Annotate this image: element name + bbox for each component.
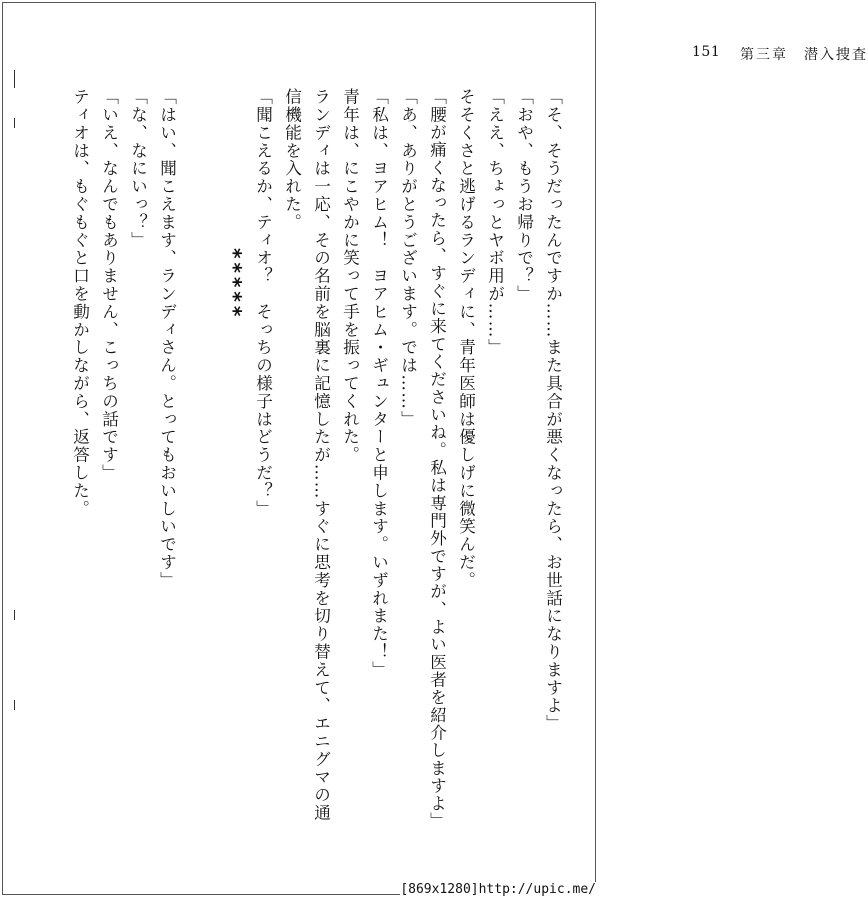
text-column: 「いえ、なんでもありません、こっちの話です」 xyxy=(99,88,119,482)
text-column: 「腰が痛くなったら、すぐに来てくださいね。私は専門外ですが、よい医者を紹介しますよ」 xyxy=(427,88,447,830)
text-column: ティオは、もぐもぐと口を動かしながら、返答した。 xyxy=(70,88,90,518)
margin-rule xyxy=(14,70,15,88)
text-column: 「聞こえるか、ティオ？ そっちの様子はどうだ？」 xyxy=(253,88,273,518)
scene-separator: ***** xyxy=(222,248,246,321)
text-column: そそくさと逃げるランディに、青年医師は優しげに微笑んだ。 xyxy=(456,88,476,590)
text-column: 青年は、にこやかに笑って手を振ってくれた。 xyxy=(340,88,360,464)
text-column: 「おや、もうお帰りで？」 xyxy=(514,88,534,303)
text-column: 「はい、聞こえます、ランディさん。とってもおいしいです」 xyxy=(157,88,177,590)
margin-rule xyxy=(14,700,15,710)
text-column: 「そ、そうだったんですか……また具合が悪くなったら、お世話になりますよ」 xyxy=(543,88,563,733)
margin-rule xyxy=(14,118,15,128)
text-column: 「あ、ありがとうございます。では……」 xyxy=(398,88,418,429)
chapter-title: 第三章 潜入捜査 xyxy=(740,47,868,63)
margin-rule xyxy=(14,610,15,620)
page-number: 151 xyxy=(692,44,721,60)
text-column: 「な、なにいっ？」 xyxy=(128,88,148,250)
text-column: 信機能を入れた。 xyxy=(282,88,302,232)
text-column: 「私は、ヨアヒム！ ヨアヒム・ギュンターと申します。いずれまた！」 xyxy=(369,88,389,679)
watermark-text: [869x1280]http://upic.me/ xyxy=(400,882,596,897)
text-column: ランディは一応、その名前を脳裏に記憶したが……すぐに思考を切り替えて、エニグマの通 xyxy=(311,88,331,822)
text-column: 「ええ、ちょっとヤボ用が……」 xyxy=(485,88,505,357)
